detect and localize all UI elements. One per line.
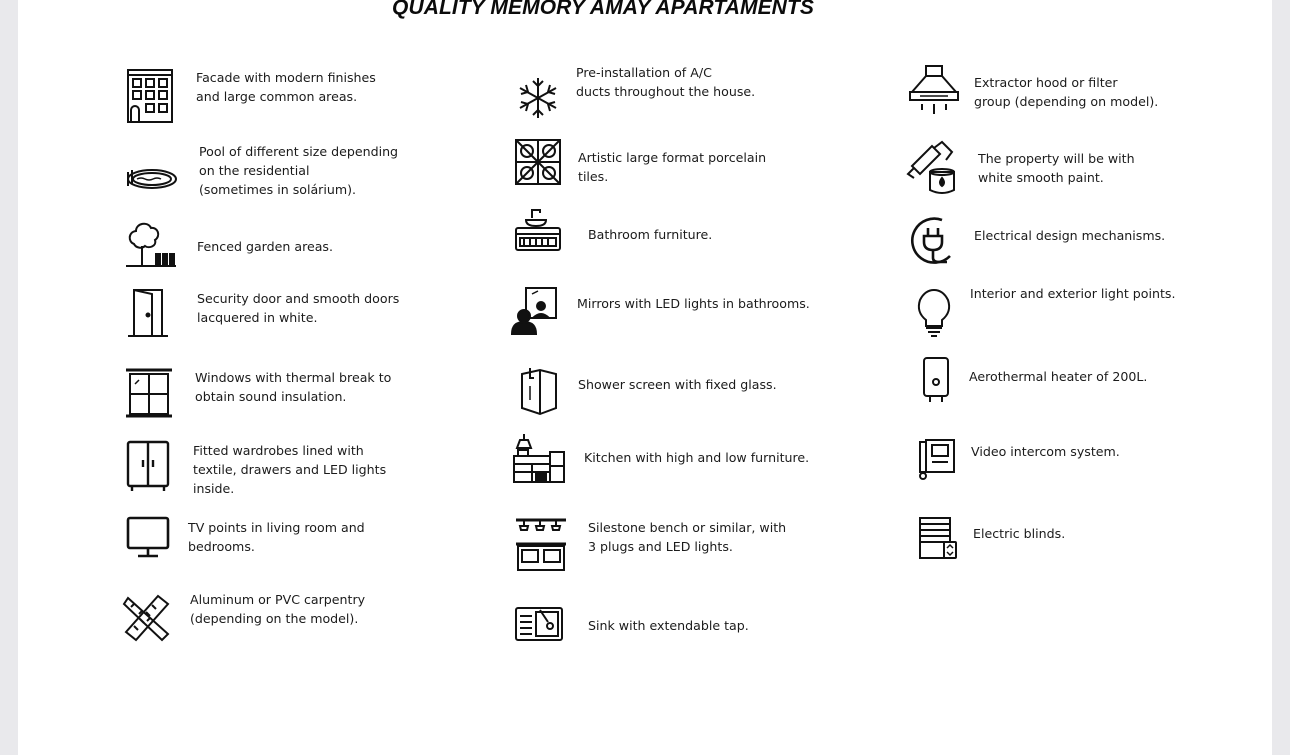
bench-plugs-icon (512, 514, 568, 572)
feature-label: Pre-installation of A/C ducts throughout the house. (576, 65, 756, 99)
feature-label: Video intercom system. (971, 444, 1120, 459)
electric-plug-icon (906, 212, 962, 270)
feature-label: Silestone bench or similar, with 3 plugs and LED lights. (588, 520, 787, 554)
wardrobe-icon (122, 436, 178, 494)
feature-label: TV points in living room and bedrooms. (188, 520, 365, 554)
page-title: QUALITY MEMORY AMAY APARTAMENTS (392, 0, 814, 19)
feature-label: Kitchen with high and low furniture. (584, 450, 810, 465)
feature-label: Sink with extendable tap. (588, 618, 749, 633)
pool-icon (122, 148, 178, 206)
feature-label: Bathroom furniture. (588, 227, 713, 242)
feature-label: Extractor hood or filter group (depending on model). (974, 75, 1159, 109)
feature-label: Windows with thermal break to obtain sound insulation. (195, 370, 392, 404)
porcelain-tiles-icon (510, 134, 566, 192)
extractor-hood-icon (906, 62, 962, 120)
feature-label: Shower screen with fixed glass. (578, 377, 777, 392)
feature-label: Interior and exterior light points. (970, 286, 1176, 301)
snowflake-ac-icon (510, 70, 566, 128)
feature-label: Aerothermal heater of 200L. (969, 369, 1148, 384)
feature-label: Facade with modern finishes and large common areas. (196, 70, 376, 104)
electric-blinds-icon (906, 512, 962, 570)
feature-label: Electric blinds. (973, 526, 1066, 541)
feature-label: Aluminum or PVC carpentry (depending on the model). (190, 592, 366, 626)
feature-label: Security door and smooth doors lacquered in white. (197, 291, 400, 325)
feature-label: Mirrors with LED lights in bathrooms. (577, 296, 810, 311)
feature-label: Fenced garden areas. (197, 239, 333, 254)
water-heater-icon (906, 352, 962, 410)
feature-label: Artistic large format porcelain tiles. (578, 150, 767, 184)
door-icon (122, 284, 178, 342)
sink-tap-icon (512, 596, 568, 654)
feature-label: Pool of different size depending on the residential (sometimes in solárium). (199, 144, 399, 197)
building-facade-icon (122, 66, 178, 124)
mirror-light-icon (508, 280, 564, 338)
light-bulb-icon (906, 284, 962, 342)
window-icon (122, 364, 178, 422)
paint-brush-icon (904, 138, 960, 196)
feature-label: Fitted wardrobes lined with textile, drawers and LED lights inside. (193, 443, 387, 496)
feature-label: The property will be with white smooth paint. (978, 151, 1135, 185)
bathroom-furniture-icon (510, 200, 566, 258)
carpentry-tools-icon (120, 586, 176, 644)
feature-label: Electrical design mechanisms. (974, 228, 1166, 243)
tv-icon (122, 510, 178, 568)
garden-tree-icon (122, 216, 178, 274)
kitchen-furniture-icon (510, 430, 566, 488)
document-page (18, 0, 1272, 755)
video-intercom-icon (906, 432, 962, 490)
shower-screen-icon (510, 360, 566, 418)
